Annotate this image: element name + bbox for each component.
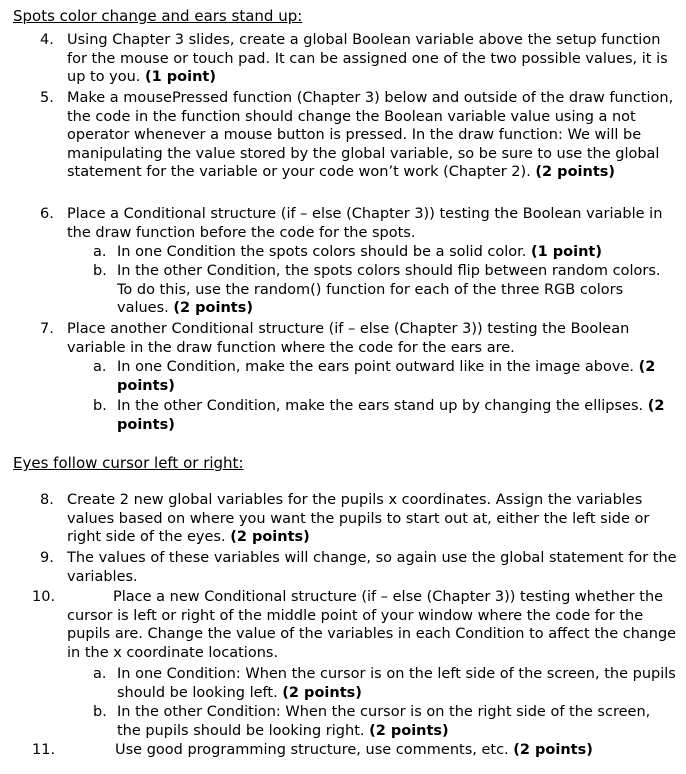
item-text: Place another Conditional structure (if – else (Chapter 3)) testing the Boolean variable in the draw function where the code for the ears are. — [67, 321, 630, 356]
points-label: (1 point) — [145, 69, 216, 86]
item-number: 10. — [32, 589, 56, 605]
points-label: (2 points) — [230, 529, 310, 546]
item-number: 11. — [32, 742, 56, 758]
subitem-text: In one Condition, make the ears point outward like in the image above. (2 points) — [117, 359, 656, 394]
subitem-text: In the other Condition, make the ears stand up by changing the ellipses. (2 points) — [117, 398, 665, 433]
points-label: (2 points) — [117, 398, 665, 433]
points-label: (2 points) — [173, 300, 253, 317]
item-number: 8. — [40, 492, 54, 508]
points-label: (2 points) — [535, 164, 616, 181]
item-text: The values of these variables will change, so again use the global statement for the variables. — [67, 550, 677, 585]
subitem-text: In the other Condition: When the cursor is on the right side of the screen, the pupils should be looking right. (2 points) — [117, 704, 651, 739]
subitem-text: In one Condition the spots colors should be a solid color. (1 point) — [117, 244, 602, 260]
subitem-letter: a. — [93, 666, 107, 682]
subitem-text: In the other Condition, the spots colors should flip between random colors. To do this, use the random() function for each of the three RGB colors values. (2 points) — [117, 263, 661, 317]
subitem-letter: b. — [93, 398, 107, 414]
item-text: Using Chapter 3 slides, create a global Boolean variable above the setup function for the mouse or touch pad. It can be assigned one of the two possible values, it is up to you. (1 point) — [67, 32, 668, 86]
item-text: Place a Conditional structure (if – else (Chapter 3)) testing the Boolean variable in the draw function before the code for the spots. — [67, 206, 663, 241]
points-label: (2 points) — [513, 742, 593, 758]
item-text: Place a new Conditional structure (if – else (Chapter 3)) testing whether the cursor is left or right of the middle point of your window where the code for the pupils are. Change the value of the variables in each Condition to affect the change in the x coordinate locations. — [67, 589, 677, 661]
item-number: 9. — [40, 550, 54, 566]
points-label: (2 points) — [369, 722, 449, 739]
points-label: (1 point) — [531, 244, 602, 260]
subitem-letter: a. — [93, 244, 107, 260]
item-number: 5. — [40, 90, 54, 106]
subitem-letter: b. — [93, 704, 107, 720]
points-label: (2 points) — [282, 684, 362, 701]
item-text: Use good programming structure, use comments, etc. (2 points) — [115, 742, 593, 758]
subitem-letter: a. — [93, 359, 107, 375]
section-heading-spots-ears: Spots color change and ears stand up: — [13, 7, 303, 25]
section-heading-eyes-cursor: Eyes follow cursor left or right: — [13, 454, 244, 472]
item-text: Make a mousePressed function (Chapter 3) below and outside of the draw function, the code in the function should change the Boolean variable value using a not operator whenever a mouse button is pressed. In the draw function: We will be manipulating the value stored by the global variable, so be sure to use the global statement for the variable or your code won’t work (Chapter 2). (2 points) — [67, 90, 674, 181]
item-text: Create 2 new global variables for the pupils x coordinates. Assign the variables values based on where you want the pupils to start out at, either the left side or right side of the eyes. (2 points) — [67, 492, 650, 546]
item-number: 4. — [40, 32, 54, 48]
points-label: (2 points) — [117, 359, 656, 394]
subitem-text: In one Condition: When the cursor is on the left side of the screen, the pupils should be looking left. (2 points) — [117, 666, 676, 701]
subitem-letter: b. — [93, 263, 107, 279]
item-number: 6. — [40, 206, 54, 222]
item-number: 7. — [40, 321, 54, 337]
